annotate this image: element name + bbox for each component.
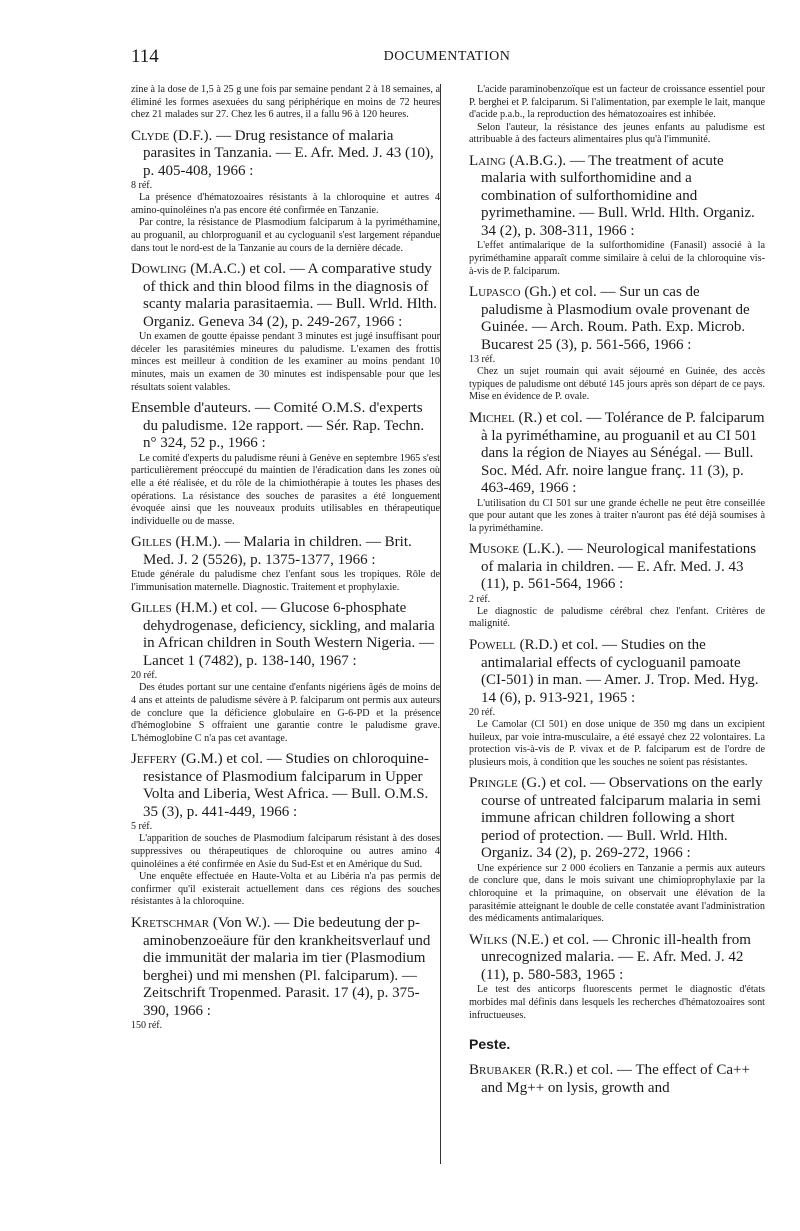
reference-count: 150 réf. bbox=[131, 1020, 163, 1031]
abstract: Etude générale du paludisme chez l'enfant sous les tropiques. Rôle de l'immunisation maternelle. Diagnostic. Traitement et prophylaxie. bbox=[131, 569, 440, 593]
entry-dowling bbox=[131, 261, 440, 394]
continuation-paragraph: L'acide paraminobenzoïque est un facteur de croissance essentiel pour P. berghei et P. falciparum. Si l'alimentation, par exemple le lait, manque d'acide p.a.b., la reproduction des hématozoaires est inhibée. Selon l'auteur, la résistance des jeunes enfants au paludisme est attribuable à des facteurs alimentaires plus qu'à l'immunité. bbox=[469, 84, 765, 146]
reference-count: 20 réf. bbox=[131, 670, 158, 682]
reference-count: 2 réf. bbox=[469, 593, 491, 605]
abstract: Le diagnostic de paludisme cérébral chez l'enfant. Critères de malignité. bbox=[469, 605, 765, 630]
reference-count: 8 réf. bbox=[131, 180, 153, 192]
abstract: Une expérience sur 2 000 écoliers en Tanzanie a permis aux auteurs de conclure que, dans le mois suivant une chimioprophylaxie par la chloroquine et la primaquine, on observait une élévation de la parasitémie atteignant le double de celle constatée avant l'administration des médicaments antimalariques. bbox=[469, 862, 765, 925]
author-name: Dowling bbox=[131, 261, 187, 278]
reference-count: 20 réf. bbox=[469, 707, 496, 718]
entry-wilks bbox=[469, 932, 765, 1022]
abstract: Le Camolar (CI 501) en dose unique de 350 mg dans un excipient huileux, par voie intra-musculaire, a été essayé chez 22 volontaires. La protection vis-à-vis de P. vivax et de P. falciparum est de l'ordre de plusieurs mois, à condition que les souches ne soient pas résistantes. bbox=[469, 719, 765, 768]
citation: Pringle (G.) et col. — Observations on the early course of untreated falciparum malaria in semi immune african children following a short period of protection. — Bull. Wrld. Hlth. Organiz. 34 (2), p. 269-272, 1966 : bbox=[469, 775, 763, 862]
continuation-paragraph: zine à la dose de 1,5 à 25 g une fois par semaine pendant 2 à 18 semaines, a éliminé les formes asexuées du sang périphérique en moins de 72 heures chez 21 malades sur 27. Chez les 6 autres, il a fallu 96 à 120 heures. bbox=[131, 84, 440, 121]
entry-jeffery bbox=[131, 751, 440, 909]
author-name: Gilles bbox=[131, 534, 172, 551]
entry-pringle bbox=[469, 775, 765, 925]
author-name: Musoke bbox=[469, 541, 520, 558]
citation: Powell (R.D.) et col. — Studies on the antimalarial effects of cycloguanil pamoate (CI-501) in man. — Amer. J. Trop. Med. Hyg. 14 (6), p. 913-921, 1965 : bbox=[469, 637, 759, 706]
citation: Jeffery (G.M.) et col. — Studies on chloroquine-resistance of Plasmodium falciparum in Upper Volta and Liberia, West Africa. — Bull. O.M.S. 35 (3), p. 441-449, 1966 : bbox=[131, 751, 429, 820]
author-name: Powell bbox=[469, 637, 516, 653]
abstract: La présence d'hématozoaires résistants à la chloroquine et autres 4 amino-quinoléines n'a pas encore été confirmée en Tanzanie. Par contre, la résistance de Plasmodium falciparum à la pyriméthamine, au proguanil, au chlorproguanil et au cycloguanil s'est largement répandue dans tout le nord-est de la Tanzanie au cours de la dernière décade. bbox=[131, 192, 440, 254]
author-name: Brubaker bbox=[469, 1062, 532, 1079]
entry-brubaker bbox=[469, 1062, 765, 1097]
author-name: Pringle bbox=[469, 775, 518, 792]
author-name: Lupasco bbox=[469, 284, 521, 301]
reference-count: 5 réf. bbox=[131, 821, 153, 833]
citation: Ensemble d'auteurs. — Comité O.M.S. d'experts du paludisme. 12e rapport. — Sér. Rap. Techn. n° 324, 52 p., 1966 : bbox=[131, 400, 425, 452]
author-name: Clyde bbox=[131, 127, 170, 144]
running-title: DOCUMENTATION bbox=[383, 49, 511, 64]
author-name: Jeffery bbox=[131, 751, 178, 768]
abstract: Le comité d'experts du paludisme réuni à Genève en septembre 1965 s'est particulièrement préoccupé du maintien de l'éradication dans les zones où elle a été réalisée, et du rôle de la chimiothérapie à toutes les phases des opérations. La résistance des souches de parasites a été longuement évoquée ainsi que les nouveaux produits utilisables en thérapeutique individuelle ou de masse. bbox=[131, 452, 440, 527]
citation: Dowling (M.A.C.) et col. — A comparative study of thick and thin blood films in the diagnosis of scanty malaria parasitaemia. — Bull. Wrld. Hlth. Organiz. Geneva 34 (2), p. 249-267, 1966 : bbox=[131, 261, 438, 330]
abstract: Un examen de goutte épaisse pendant 3 minutes est jugé insuffisant pour déceler les parasitémies mineures du paludisme. L'examen des frottis minces est meilleur à condition de les examiner au moins pendant 10 minutes, mais un examen de 30 minutes est indispensable pour que les résultats soient valables. bbox=[131, 331, 440, 393]
author-name: Kretschmar bbox=[131, 915, 210, 931]
entry-ensemble bbox=[131, 400, 440, 528]
reference-count: 13 réf. bbox=[469, 354, 496, 366]
entry-clyde bbox=[131, 128, 440, 255]
page-number: 114 bbox=[131, 46, 159, 67]
citation: Brubaker (R.R.) et col. — The effect of Ca++ and Mg++ on lysis, growth and bbox=[469, 1062, 750, 1096]
abstract: Le test des anticorps fluorescents permet le diagnostic d'états morbides mal définis dans lesquels les recherches d'hématozoaires sont infructueuses. bbox=[469, 984, 765, 1021]
citation: Gilles (H.M.). — Malaria in children. — Brit. Med. J. 2 (5526), p. 1375-1377, 1966 : bbox=[131, 534, 412, 568]
entry-laing bbox=[469, 153, 765, 278]
entry-kretschmar bbox=[131, 915, 440, 1032]
right-column bbox=[469, 84, 765, 1097]
author-name: Michel bbox=[469, 410, 515, 427]
abstract: L'apparition de souches de Plasmodium falciparum résistant à des doses suppressives ou thérapeutiques de chloroquine ou autres amino 4 quinoléines a été confirmée en Asie du Sud-Est et en Amérique du Sud. Une enquête effectuée en Haute-Volta et au Libéria n'a pas permis de confirmer qu'il existerait actuellement dans ces régions des souches résistantes à la chloroquine. bbox=[131, 833, 440, 908]
entry-michel bbox=[469, 410, 765, 535]
entry-musoke bbox=[469, 541, 765, 631]
entry-powell bbox=[469, 637, 765, 769]
entry-lupasco bbox=[469, 284, 765, 404]
author-name: Laing bbox=[469, 152, 506, 169]
entry-gilles-2 bbox=[131, 600, 440, 745]
citation: Clyde (D.F.). — Drug resistance of malaria parasites in Tanzania. — E. Afr. Med. J. 43 (10), p. 405-408, 1966 : bbox=[131, 127, 434, 179]
abstract: L'effet antimalarique de la sulforthomidine (Fanasil) associé à la pyriméthamine apparaît comme similaire à celui de la chloroquine vis-à-vis de P. falciparum. bbox=[469, 240, 765, 277]
abstract: L'utilisation du CI 501 sur une grande échelle ne peut être conseillée que pour autant que les zones à traiter n'auront pas été déjà soumises à la pyriméthamine. bbox=[469, 497, 765, 534]
abstract: Des études portant sur une centaine d'enfants nigériens âgés de moins de 4 ans et atteints de paludisme sévère à P. falciparum ont permis aux auteurs de conclure que la déficience globulaire en G-6-PD et la présence d'hémoglobine S offraient une garantie contre le paludisme grave. L'hémoglobine C n'a pas cet avantage. bbox=[131, 682, 440, 744]
citation: Lupasco (Gh.) et col. — Sur un cas de paludisme à Plasmodium ovale provenant de Guinée. — Arch. Roum. Path. Exp. Microb. Bucarest 25 (3), p. 561-566, 1966 : bbox=[469, 284, 750, 353]
section-heading: Peste. bbox=[469, 1036, 511, 1053]
author-name: Gilles bbox=[131, 600, 172, 617]
abstract: Chez un sujet roumain qui avait séjourné en Guinée, des accès typiques de paludisme ont débuté 145 jours après son départ de ce pays. Mise en évidence de P. ovale. bbox=[469, 366, 765, 403]
citation: Gilles (H.M.) et col. — Glucose 6-phosphate dehydrogenase, deficiency, sickling, and malaria in African children in South Western Nigeria. — Lancet 1 (7482), p. 138-140, 1967 : bbox=[131, 600, 435, 669]
left-column bbox=[131, 84, 441, 1164]
citation: Kretschmar (Von W.). — Die bedeutung der p-aminobenzoeäure für den krankheitsverlauf und die immunität der malaria im tier (Plasmodium berghei) und mi menshen (Pl. falciparum). — Zeitschrift Tropenmed. Parasit. 17 (4), p. 375-390, 1966 : bbox=[131, 915, 431, 1019]
citation: Michel (R.) et col. — Tolérance de P. falciparum à la pyriméthamine, au proguanil et au CI 501 dans la région de Niayes au Sénégal. — Bull. Soc. Méd. Afr. noire langue franç. 11 (3), p. 463-469, 1966 : bbox=[469, 410, 765, 497]
author-name: Wilks bbox=[469, 931, 508, 948]
citation: Laing (A.B.G.). — The treatment of acute malaria with sulforthomidine and a combination of sulforthomidine and pyrimethamine. — Bull. Wrld. Hlth. Organiz. 34 (2), p. 308-311, 1966 : bbox=[469, 152, 755, 239]
citation: Musoke (L.K.). — Neurological manifestations of malaria in children. — E. Afr. Med. J. 43 (11), p. 561-564, 1966 : bbox=[469, 541, 757, 593]
entry-gilles-1 bbox=[131, 534, 440, 594]
citation: Wilks (N.E.) et col. — Chronic ill-health from unrecognized malaria. — E. Afr. Med. J. 42 (11), p. 580-583, 1965 : bbox=[469, 931, 751, 983]
page-header bbox=[131, 46, 763, 72]
